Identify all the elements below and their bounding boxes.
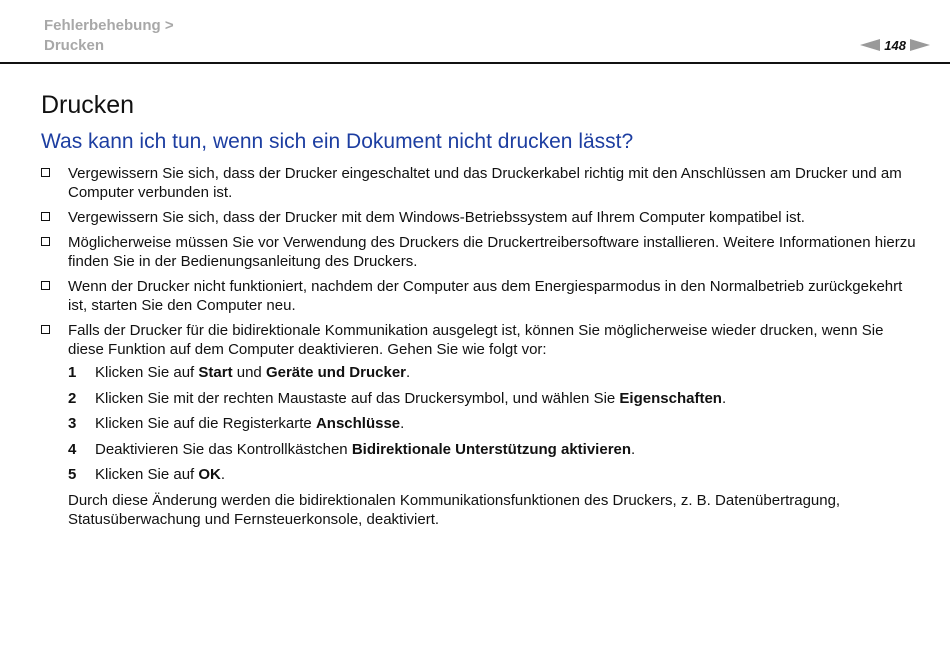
step-text: Klicken Sie auf: [95, 466, 199, 483]
step-ui-term: Anschlüsse: [315, 415, 401, 432]
note-text: Durch diese Änderung werden die bidirektionalen Kommunikationsfunktionen des Druckers, z. B. Datenübertragung, Statusüberwachung und Fernsteuerkonsole, deaktiviert.: [68, 491, 841, 528]
checkbox-bullet-icon: [41, 168, 50, 177]
breadcrumb-current: Drucken: [44, 37, 105, 54]
breadcrumb: [44, 16, 174, 56]
step-text: .: [406, 364, 411, 381]
section-heading: Was kann ich tun, wenn sich ein Dokument nicht drucken lässt?: [41, 130, 634, 153]
page-navigation: [860, 36, 930, 54]
list-item-text: Vergewissern Sie sich, dass der Drucker mit dem Windows-Betriebssystem auf Ihrem Computer kompatibel ist.: [68, 209, 805, 226]
previous-page-arrow-icon[interactable]: [860, 39, 880, 51]
step-ui-term: Geräte und Drucker: [265, 364, 406, 381]
checkbox-bullet-icon: [41, 237, 50, 246]
bullet-list: [41, 164, 921, 529]
step-number: 5: [68, 466, 77, 483]
checkbox-bullet-icon: [41, 212, 50, 221]
step-item: [68, 363, 921, 382]
step-ui-term: Start: [198, 364, 233, 381]
step-text: .: [400, 415, 405, 432]
step-text: .: [631, 440, 636, 458]
list-item-text: Möglicherweise müssen Sie vor Verwendung des Druckers die Druckertreibersoftware installieren. Weitere Informationen hierzu finden Sie in der Bedienungsanleitung des Druckers.: [68, 234, 916, 270]
next-page-arrow-icon[interactable]: [910, 39, 930, 51]
step-ui-term: Bidirektionale Unterstützung aktivieren: [351, 440, 632, 458]
list-item: [41, 233, 921, 271]
step-text: Klicken Sie mit der rechten Maustaste auf das Druckersymbol, und wählen Sie: [95, 389, 620, 407]
step-number: 2: [68, 389, 77, 407]
step-text: .: [721, 389, 727, 407]
list-item-text: Vergewissern Sie sich, dass der Drucker eingeschaltet und das Druckerkabel richtig mit den Anschlüssen am Drucker und am Computer verbunden ist.: [68, 165, 902, 201]
list-item: [41, 321, 921, 529]
main-content: [41, 88, 921, 535]
list-item: [41, 208, 921, 227]
step-text: Klicken Sie auf die Registerkarte: [95, 415, 316, 432]
step-text: Klicken Sie auf: [95, 364, 199, 381]
page-number: 148: [884, 37, 906, 53]
step-list: [68, 363, 921, 484]
step-item: [68, 389, 921, 408]
step-item: [68, 465, 921, 484]
list-item: [41, 277, 921, 315]
step-text: Deaktivieren Sie das Kontrollkästchen: [95, 440, 352, 458]
step-item: [68, 440, 921, 459]
page-title: Drucken: [41, 91, 135, 119]
step-ui-term: Eigenschaften: [619, 389, 722, 407]
step-ui-term: OK: [198, 466, 221, 483]
step-text: .: [220, 466, 226, 483]
list-item-text: Wenn der Drucker nicht funktioniert, nachdem der Computer aus dem Energiesparmodus in den Normalbetrieb zurückgekehrt ist, starten Sie den Computer neu.: [68, 278, 903, 314]
checkbox-bullet-icon: [41, 325, 50, 334]
step-text: und: [232, 364, 266, 381]
list-item: [41, 164, 921, 202]
step-number: 1: [68, 364, 77, 381]
step-item: [68, 414, 921, 433]
header-divider: [0, 62, 950, 64]
checkbox-bullet-icon: [41, 281, 50, 290]
list-item-text: Falls der Drucker für die bidirektionale Kommunikation ausgelegt ist, können Sie möglicherweise wieder drucken, wenn Sie diese Funktion auf dem Computer deaktivieren. Gehen Sie wie folgt vor:: [68, 322, 884, 358]
breadcrumb-parent: Fehlerbehebung >: [44, 17, 174, 34]
step-number: 4: [68, 440, 77, 458]
step-number: 3: [68, 415, 77, 432]
